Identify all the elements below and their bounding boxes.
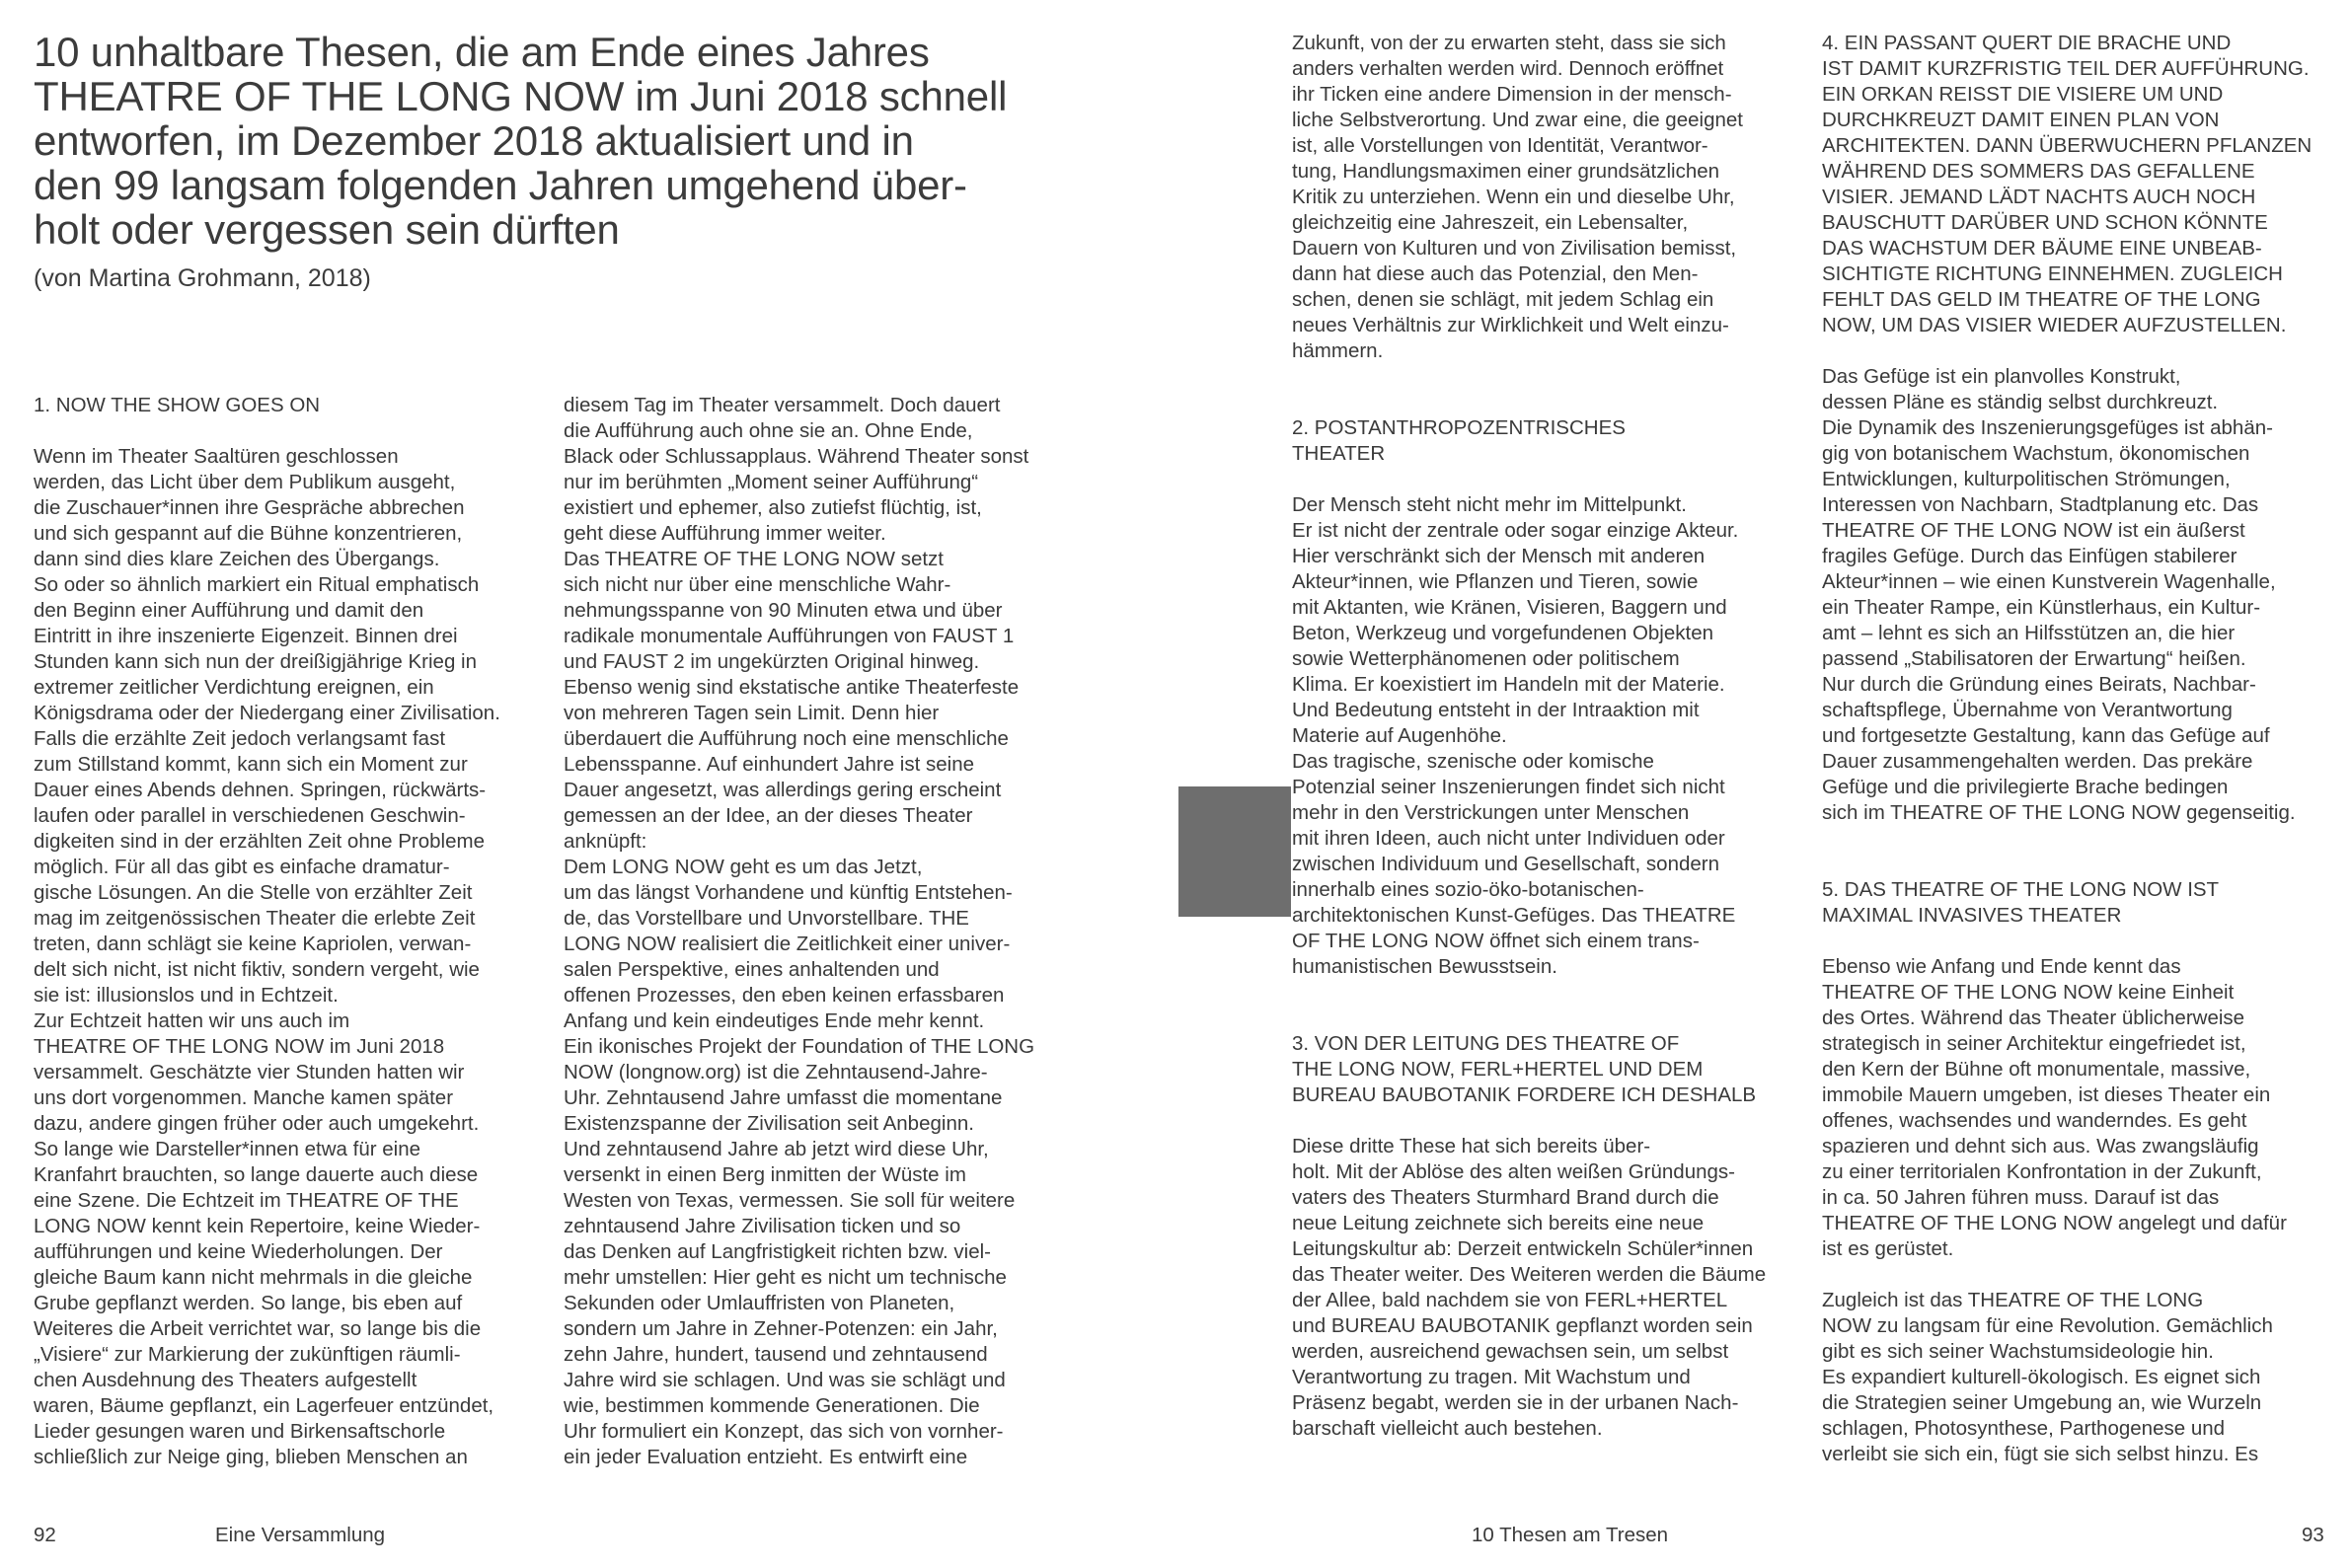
grey-square-marker xyxy=(1178,786,1291,917)
essay-title: 10 unhaltbare Thesen, die am Ende eines Jahres THEATRE OF THE LONG NOW im Juni 2018 schnell entworfen, im Dezember 2018 aktualisiert und in den 99 langsam folgenden Jahren umgehend über- holt oder vergessen sein dürften xyxy=(34,29,1008,253)
section-4-thesis: 4. EIN PASSANT QUERT DIE BRACHE UND IST DAMIT KURZFRISTIG TEIL DER AUFFÜHRUNG. EIN ORKAN REISST DIE VISIERE UM UND DURCHKREUZT DAMIT EINEN PLAN VON ARCHITEKTEN. DANN ÜBERWUCHERN PFLANZEN WÄHREND DES SOMMERS DAS GEFALLENE VISIER. JEMAND LÄDT NACHTS AUCH NOCH BAUSCHUTT DARÜBER UND SCHON KÖNNTE DAS WACHSTUM DER BÄUME EINE UNBEAB- SICHTIGTE RICHTUNG EINNEHMEN. ZUGLEICH FEHLT DAS GELD IM THEATRE OF THE LONG NOW, UM DAS VISIER WIEDER AUFZUSTELLEN. xyxy=(1822,32,2313,336)
col4-paragraph-2: Ebenso wie Anfang und Ende kennt das THEATRE OF THE LONG NOW keine Einheit des Ortes. Während das Theater üblicherweise strategisch in seiner Architektur eingefriedet ist, den Kern der Bühne oft monumentale, massive, immobile Mauern umgeben, ist dieses Theater ein offenes, wachsendes und wanderndes. Es geht spazieren und dehnt sich aus. Was zwangsläufig zu einer territorialen Konfrontation in der Zukunft, in ca. 50 Jahren führen muss. Darauf ist das THEATRE OF THE LONG NOW angelegt und dafür ist es gerüstet. xyxy=(1822,955,2287,1260)
author-byline: (von Martina Grohmann, 2018) xyxy=(34,264,371,292)
col2-paragraph-3: Dem LONG NOW geht es um das Jetzt, um das längst Vorhandene und künftig Entstehen- de, das Vorstellbare und Unvorstellbare. THE LONG NOW realisiert die Zeitlichkeit einer univer- salen Perspektive, eines anhaltenden und offenen Prozesses, den eben keinen erfassbaren Anfang und kein eindeutiges Ende mehr kennt. Ein ikonisches Projekt der Foundation of THE LONG NOW (longnow.org) ist die Zehntausend-Jahre- Uhr. Zehntausend Jahre umfasst die momentane Existenzspanne der Zivilisation seit Anbeginn. Und zehntausend Jahre ab jetzt wird diese Uhr, versenkt in einen Berg inmitten der Wüste im Westen von Texas, vermessen. Sie soll für weitere zehntausend Jahre Zivilisation ticken und so das Denken auf Langfristigkeit richten bzw. viel- mehr umstellen: Hier geht es nicht um technische Sekunden oder Umlauffristen von Planeten, sondern um Jahre in Zehner-Potenzen: ein Jahr, zehn Jahre, hundert, tausend und zehntausend Jahre wird sie schlagen. Und was sie schlägt und wie, bestimmen kommende Generationen. Die Uhr formuliert ein Konzept, das sich von vornher- ein jeder Evaluation entzieht. Es entwirft eine xyxy=(564,856,1035,1468)
text-column-1 xyxy=(34,393,527,1470)
text-column-3 xyxy=(1292,31,1800,1442)
left-page-number: 92 xyxy=(34,1524,56,1546)
col3-paragraph-4: Diese dritte These hat sich bereits über- holt. Mit der Ablöse des alten weißen Gründungs- vaters des Theaters Sturmhard Brand durch die neue Leitung zeichnete sich bereits eine neue Leitungskultur ab: Derzeit entwickeln Schüler*innen das Theater weiter. Des Weiteren werden die Bäume der Allee, bald nachdem sie von FERL+HERTEL und BUREAU BAUBOTANIK gepflanzt worden sein werden, ausreichend gewachsen sein, um selbst Verantwortung zu tragen. Mit Wachstum und Präsenz begabt, werden sie in der urbanen Nach- barschaft vielleicht auch bestehen. xyxy=(1292,1135,1767,1440)
section-5-title: 5. DAS THEATRE OF THE LONG NOW IST MAXIMAL INVASIVES THEATER xyxy=(1822,878,2220,927)
text-column-4 xyxy=(1822,31,2335,1467)
section-1-title: 1. NOW THE SHOW GOES ON xyxy=(34,394,321,416)
left-running-footer: Eine Versammlung xyxy=(215,1524,386,1546)
col4-paragraph-1: Das Gefüge ist ein planvolles Konstrukt, dessen Pläne es ständig selbst durchkreuzt. Die Dynamik des Inszenierungsgefüges ist abhän- gig von botanischem Wachstum, ökonomischen Entwicklungen, kulturpolitischen Strömungen, Interessen von Nachbarn, Stadtplanung etc. Das THEATRE OF THE LONG NOW ist ein äußerst fragiles Gefüge. Durch das Einfügen stabilerer Akteur*innen – wie einen Kunstverein Wagenhalle, ein Theater Rampe, ein Künstlerhaus, ein Kultur- amt – lehnt es sich an Hilfsstützen an, die hier passend „Stabilisatoren der Erwartung“ heißen. Nur durch die Gründung eines Beirats, Nachbar- schaftspflege, Übernahme von Verantwortung und fortgesetzte Gestaltung, kann das Gefüge auf Dauer zusammengehalten werden. Das prekäre Gefüge und die privilegierte Brache bedingen sich im THEATRE OF THE LONG NOW gegenseitig. xyxy=(1822,365,2296,824)
right-running-footer: 10 Thesen am Tresen xyxy=(1472,1524,1669,1546)
text-column-2 xyxy=(564,393,1077,1470)
right-page-number: 93 xyxy=(2302,1524,2324,1546)
section-3-title: 3. VON DER LEITUNG DES THEATRE OF THE LONG NOW, FERL+HERTEL UND DEM BUREAU BAUBOTANIK FORDERE ICH DESHALB xyxy=(1292,1032,1757,1106)
col1-paragraph-1: Wenn im Theater Saaltüren geschlossen werden, das Licht über dem Publikum ausgeht, die Zuschauer*innen ihre Gespräche abbrechen und sich gespannt auf die Bühne konzentrieren, dann sind dies klare Zeichen des Übergangs. So oder so ähnlich markiert ein Ritual emphatisch den Beginn einer Aufführung und damit den Eintritt in ihre inszenierte Eigenzeit. Binnen drei Stunden kann sich nun der dreißigjährige Krieg in extremer zeitlicher Verdichtung ereignen, ein Königsdrama oder der Niedergang einer Zivilisation. Falls die erzählte Zeit jedoch verlangsamt fast zum Stillstand kommt, kann sich ein Moment zur Dauer eines Abends dehnen. Springen, rückwärts- laufen oder parallel in verschiedenen Geschwin- digkeiten sind in der erzählten Zeit ohne Probleme möglich. Für all das gibt es einfache dramatur- gische Lösungen. An die Stelle von erzählter Zeit mag im zeitgenössischen Theater die erlebte Zeit treten, dann schlägt sie keine Kapriolen, verwan- delt sich nicht, ist nicht fiktiv, sondern vergeht, wie sie ist: illusionslos und in Echtzeit. xyxy=(34,445,500,1007)
col4-paragraph-3: Zugleich ist das THEATRE OF THE LONG NOW zu langsam für eine Revolution. Gemächlich gibt es sich seiner Wachstumsideologie hin. Es expandiert kulturell-ökologisch. Es eignet sich die Strategien seiner Umgebung an, wie Wurzeln schlagen, Photosynthese, Parthogenese und verleibt sie sich ein, fügt sie sich selbst hinzu. Es xyxy=(1822,1289,2273,1465)
col3-paragraph-2: Der Mensch steht nicht mehr im Mittelpunkt. Er ist nicht der zentrale oder sogar einzige Akteur. Hier verschränkt sich der Mensch mit anderen Akteur*innen, wie Pflanzen und Tieren, sowie mit Aktanten, wie Kränen, Visieren, Baggern und Beton, Werkzeug und vorgefundenen Objekten sowie Wetterphänomenen oder politischem Klima. Er koexistiert im Handeln mit der Materie. Und Bedeutung entsteht in der Intraaktion mit Materie auf Augenhöhe. xyxy=(1292,493,1739,747)
col3-paragraph-3: Das tragische, szenische oder komische Potenzial seiner Inszenierungen findet sich nicht mehr in den Verstrickungen unter Menschen mit ihren Ideen, auch nicht unter Individuen oder zwischen Individuum und Gesellschaft, sondern innerhalb eines sozio-öko-botanischen- architektonischen Kunst-Gefüges. Das THEATRE OF THE LONG NOW öffnet sich einem trans- humanistischen Bewusstsein. xyxy=(1292,750,1736,978)
col2-paragraph-1: diesem Tag im Theater versammelt. Doch dauert die Aufführung auch ohne sie an. Ohne Ende, Black oder Schlussapplaus. Während Theater sonst nur im berühmten „Moment seiner Aufführung“ existiert und ephemer, also zutiefst flüchtig, ist, geht diese Aufführung immer weiter. xyxy=(564,394,1029,545)
col2-paragraph-2: Das THEATRE OF THE LONG NOW setzt sich nicht nur über eine menschliche Wahr- nehmungsspanne von 90 Minuten etwa und über radikale monumentale Aufführungen von FAUST 1 und FAUST 2 im ungekürzten Original hinweg. Ebenso wenig sind ekstatische antike Theaterfeste von mehreren Tagen sein Limit. Denn hier überdauert die Aufführung noch eine menschliche Lebensspanne. Auf einhundert Jahre ist seine Dauer angesetzt, was allerdings gering erscheint gemessen an der Idee, an der dieses Theater anknüpft: xyxy=(564,548,1020,853)
col3-paragraph-1: Zukunft, von der zu erwarten steht, dass sie sich anders verhalten werden wird. Dennoch eröffnet ihr Ticken eine andere Dimension in der mensch- liche Selbstverortung. Und zwar eine, die geeignet ist, alle Vorstellungen von Identität, Verantwor- tung, Handlungsmaximen einer grundsätzlichen Kritik zu unterziehen. Wenn ein und dieselbe Uhr, gleichzeitig eine Jahreszeit, ein Lebensalter, Dauern von Kulturen und von Zivilisation bemisst, dann hat diese auch das Potenzial, den Men- schen, denen sie schlägt, mit jedem Schlag ein neues Verhältnis zur Wirklichkeit und Welt einzu- hämmern. xyxy=(1292,32,1743,362)
section-2-title: 2. POSTANTHROPOZENTRISCHES THEATER xyxy=(1292,416,1626,465)
col1-paragraph-2: Zur Echtzeit hatten wir uns auch im THEATRE OF THE LONG NOW im Juni 2018 versammelt. Geschätzte vier Stunden hatten wir uns dort vorgenommen. Manche kamen später dazu, andere gingen früher oder auch umgekehrt. So lange wie Darsteller*innen etwa für eine Kranfahrt brauchten, so lange dauerte auch diese eine Szene. Die Echtzeit im THEATRE OF THE LONG NOW kennt kein Repertoire, keine Wieder- aufführungen und keine Wiederholungen. Der gleiche Baum kann nicht mehrmals in die gleiche Grube gepflanzt werden. So lange, bis eben auf Weiteres die Arbeit verrichtet war, so lange bis die „Visiere“ zur Markierung der zukünftigen räumli- chen Ausdehnung des Theaters aufgestellt waren, Bäume gepflanzt, ein Lagerfeuer entzündet, Lieder gesungen waren und Birkensaftschorle schließlich zur Neige ging, blieben Menschen an xyxy=(34,1009,494,1468)
